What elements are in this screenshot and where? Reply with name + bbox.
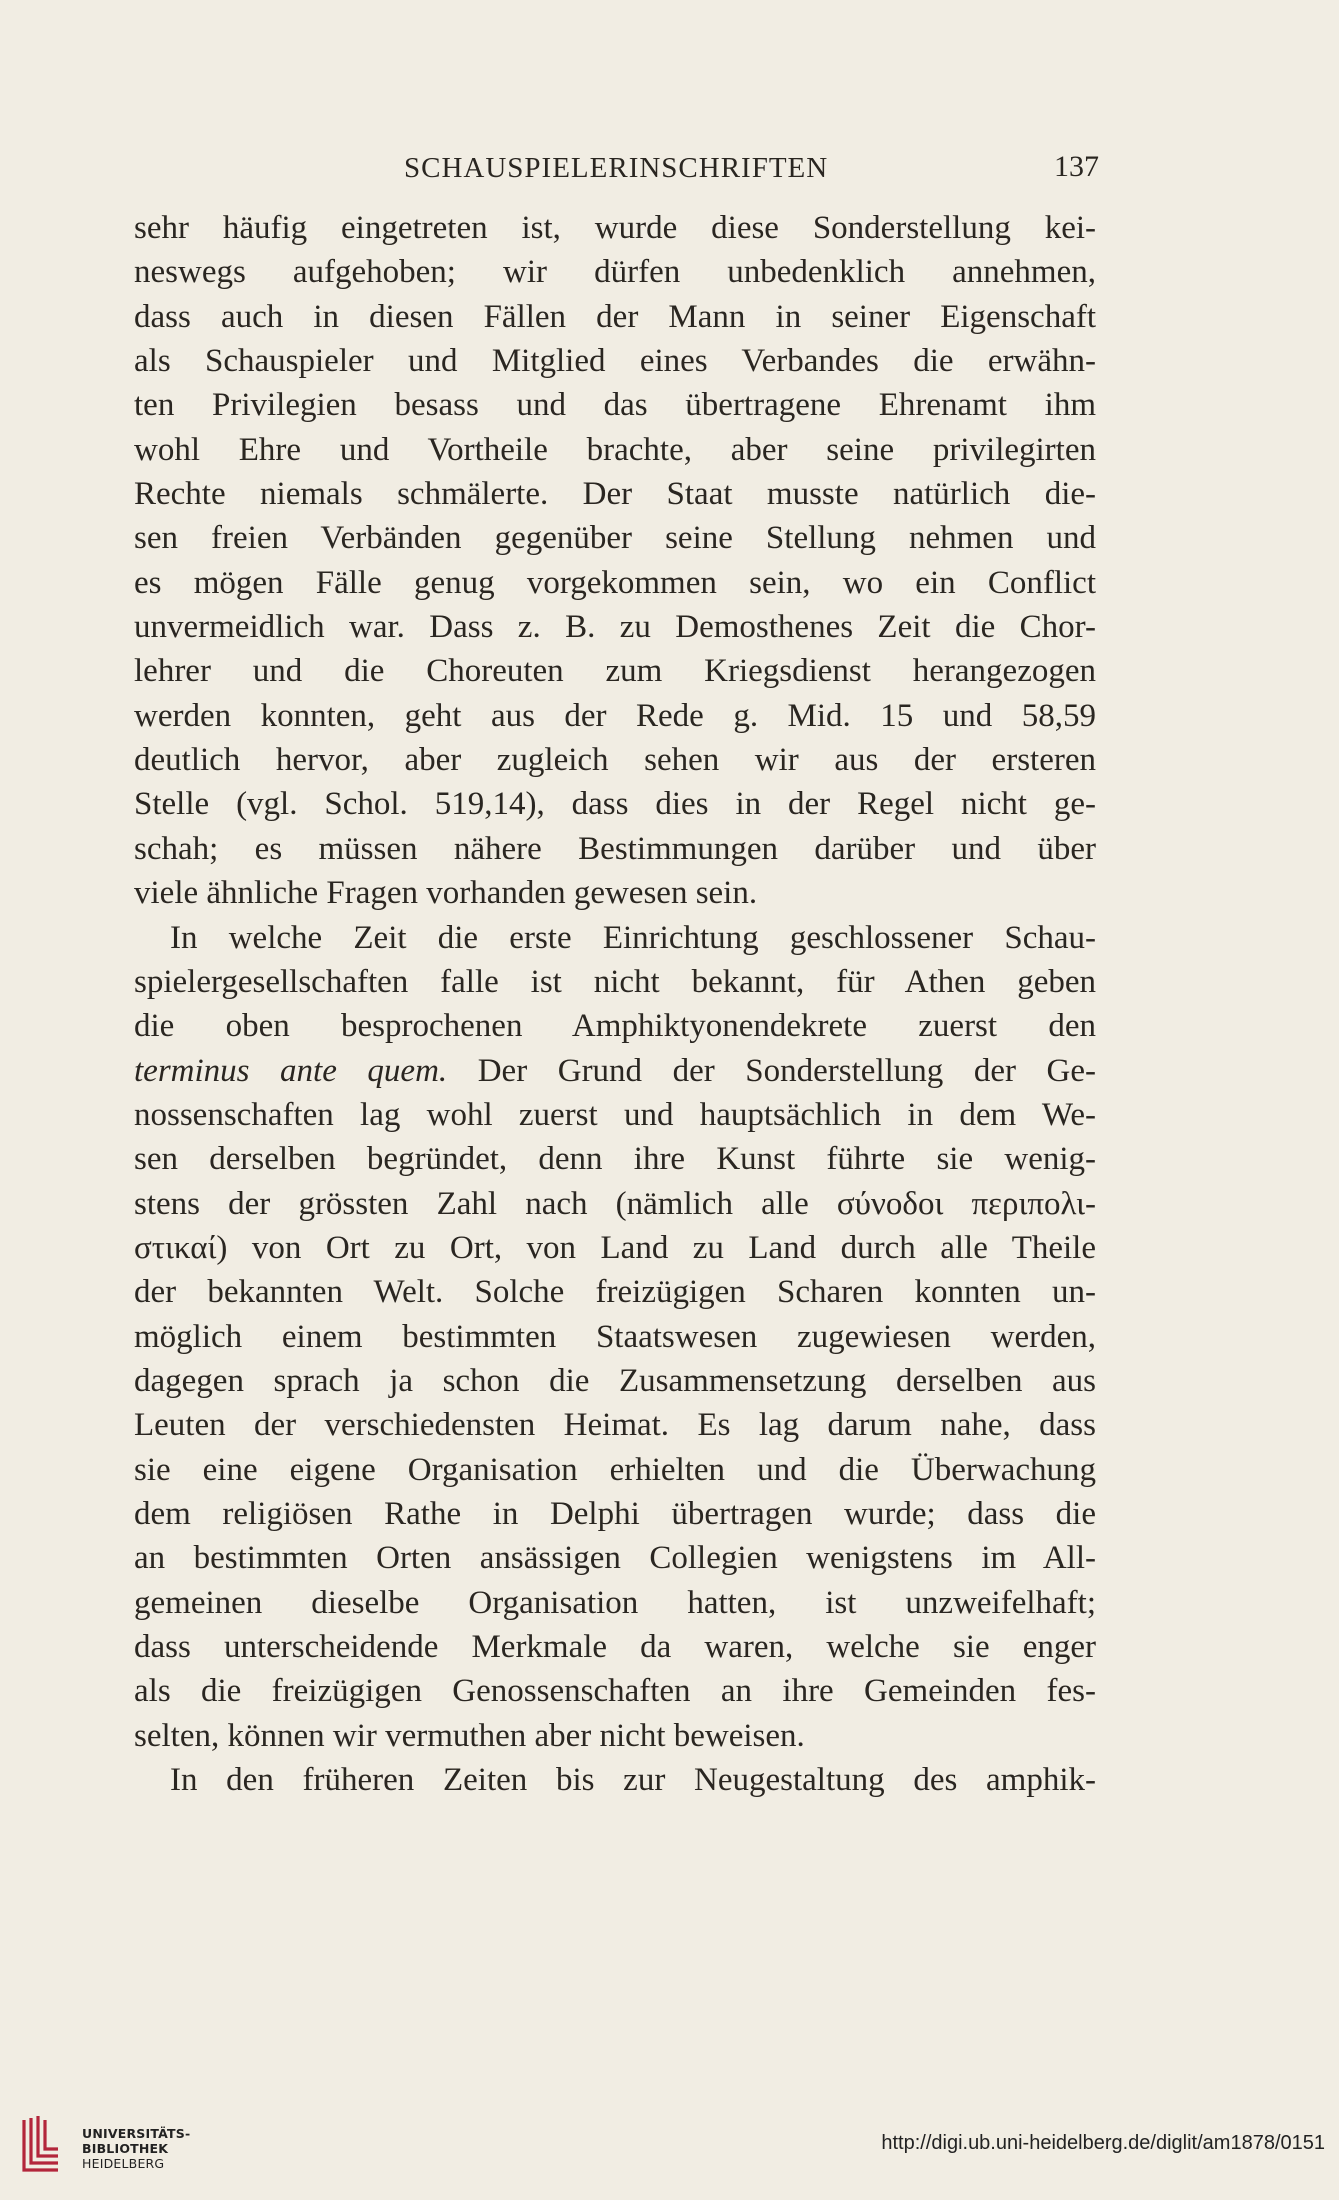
text-line: viele ähnliche Fragen vorhanden gewesen sein. (134, 875, 758, 912)
text-line: sen freien Verbänden gegenüber seine Stellung nehmen und (134, 520, 1096, 557)
library-name-line: BIBLIOTHEK (82, 2141, 169, 2156)
text-line: gemeinen dieselbe Organisation hatten, ist unzweifelhaft; (134, 1584, 1096, 1621)
text-line: schah; es müssen nähere Bestimmungen darüber und über (134, 830, 1096, 867)
running-head: SCHAUSPIELERINSCHRIFTEN (404, 152, 829, 184)
text-line: die oben besprochenen Amphiktyonendekrete zuerst den (134, 1008, 1096, 1045)
text-line: Rechte niemals schmälerte. Der Staat musste natürlich die- (134, 476, 1096, 513)
text-line: an bestimmten Orten ansässigen Collegien wenigstens im All- (134, 1540, 1096, 1577)
page-footer (0, 2096, 1339, 2200)
text-line: στικαί) von Ort zu Ort, von Land zu Land durch alle Theile (134, 1229, 1096, 1266)
text-line: selten, können wir vermuthen aber nicht beweisen. (134, 1717, 805, 1754)
source-url-link[interactable]: http://digi.ub.uni-heidelberg.de/diglit/am1878/0151 (881, 2132, 1325, 2154)
library-name-line: UNIVERSITÄTS- (82, 2126, 191, 2141)
text-line: wohl Ehre und Vortheile brachte, aber seine privilegirten (134, 431, 1096, 468)
library-logo-icon (14, 2114, 66, 2176)
page-header (134, 150, 1099, 190)
text-line: als Schauspieler und Mitglied eines Verbandes die erwähn- (134, 343, 1096, 380)
body-text (134, 206, 1096, 1802)
library-name (82, 2126, 190, 2171)
text-line: In den früheren Zeiten bis zur Neugestaltung des amphik- (170, 1762, 1096, 1799)
text-line: dass auch in diesen Fällen der Mann in seiner Eigenschaft (134, 298, 1096, 335)
text-line: neswegs aufgehoben; wir dürfen unbedenklich annehmen, (134, 254, 1096, 291)
text-line: In welche Zeit die erste Einrichtung geschlossener Schau- (170, 919, 1096, 956)
text-line: unvermeidlich war. Dass z. B. zu Demosthenes Zeit die Chor- (134, 609, 1096, 646)
text-line: es mögen Fälle genug vorgekommen sein, wo ein Conflict (134, 564, 1096, 601)
text-line: dagegen sprach ja schon die Zusammensetzung derselben aus (134, 1362, 1096, 1399)
text-line: sen derselben begründet, denn ihre Kunst führte sie wenig- (134, 1141, 1096, 1178)
text-line: lehrer und die Choreuten zum Kriegsdienst herangezogen (134, 653, 1096, 690)
text-line: nossenschaften lag wohl zuerst und hauptsächlich in dem We- (134, 1096, 1096, 1133)
text-line: dass unterscheidende Merkmale da waren, welche sie enger (134, 1629, 1096, 1665)
text-line: als die freizügigen Genossenschaften an ihre Gemeinden fes- (134, 1673, 1096, 1710)
text-line: sie eine eigene Organisation erhielten und die Überwachung (134, 1451, 1096, 1488)
text-span: Der Grund der Sonderstellung der Ge- (447, 1052, 1096, 1089)
text-line: deutlich hervor, aber zugleich sehen wir aus der ersteren (134, 742, 1096, 779)
italic-term: terminus ante quem. (134, 1052, 448, 1089)
text-line: spielergesellschaften falle ist nicht bekannt, für Athen geben (134, 963, 1096, 1000)
text-line: der bekannten Welt. Solche freizügigen Scharen konnten un- (134, 1274, 1096, 1311)
text-line: stens der grössten Zahl nach (nämlich alle σύνοδοι περιπολι- (134, 1185, 1096, 1222)
text-line: ten Privilegien besass und das übertragene Ehrenamt ihm (134, 387, 1096, 424)
text-line: Stelle (vgl. Schol. 519,14), dass dies in der Regel nicht ge- (134, 786, 1096, 823)
text-line: Leuten der verschiedensten Heimat. Es lag darum nahe, dass (134, 1407, 1096, 1444)
text-line: werden konnten, geht aus der Rede g. Mid. 15 und 58,59 (134, 697, 1096, 734)
text-line: dem religiösen Rathe in Delphi übertragen wurde; dass die (134, 1495, 1096, 1532)
text-line: sehr häufig eingetreten ist, wurde diese Sonderstellung kei- (134, 210, 1096, 246)
text-line: möglich einem bestimmten Staatswesen zugewiesen werden, (134, 1318, 1096, 1355)
library-name-line: HEIDELBERG (82, 2156, 165, 2171)
text-line-with-italic (134, 1049, 1096, 1093)
page-number: 137 (1054, 150, 1099, 183)
